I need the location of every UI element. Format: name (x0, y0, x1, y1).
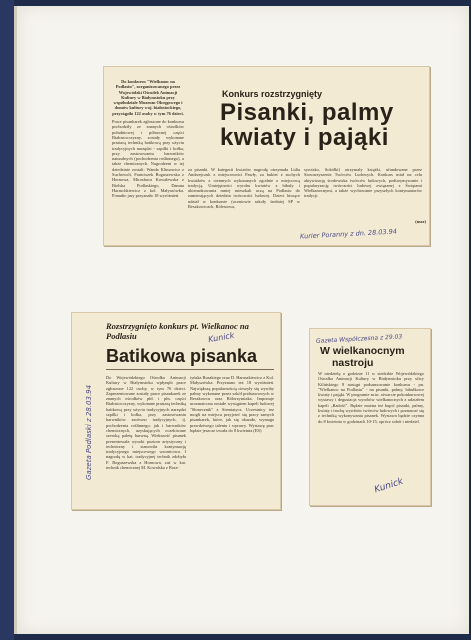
clip3-title-line2: nastroju (332, 357, 374, 369)
clip1-signature: (mar) (415, 219, 426, 224)
clip1-handwritten-source: Kurier Poranny z dn. 28.03.94 (299, 227, 398, 241)
clip2-column-2: tyńska Rusakiego oraz D. Haraszkiewicz z Kol. Małyszówka. Przyznano też 18 wyróżnień. Największą popularnością cieszyły się wyroby palmy wykonane przez szkół podstawowych w Reszkowcu oraz Rólorzymiaka. Imponuje urozmaicona zostałe wystąpiem kapeli ludowej "Słonecznik" z Siemiatycz. Uczestnicy tez mogli na miejscu przyjrzeć się pracy samych pisankarek, które, jak się okazało, wymaga prawdziwego talentu i wprawy. Wystawę prac będzie jeszcze trwała do 8 kwietnia (ES) (190, 375, 274, 433)
clip3-handwritten-name: Kunick (373, 476, 405, 496)
clip3-body: W niedzielę o godzinie 11 w siedzibie Wojewódzkiego Ośrodka Animacji Kultury w Białymstoku przy ulicy Kilińskiego 8 nastąpi podsumowanie konkursu - pn. "Wielkanoc na Podlasiu" - na pisanki, palmy, bibułkowe kwiaty i pająki. W programie m.in. otwarcie pokonkursowej wystawy i degustacja wyrobów wielkanocnych z udziałem kapeli „Radość". Będzie można też kupić pisanki, palmy, kwiaty i trochę wyrobów twórców ludowych i poznawać się z techniką wykonywania pisanek. Wystawa będzie czynna do 8 kwietnia w godzinach 10-15, oprócz sobót i niedziel. (318, 371, 424, 424)
clip2-column-1: Do Wojewódzkiego Ośrodka Animacji Kultury w Białymstoku wpłynęło prace zgłoszone 122 osoby, w tym 76 dzieci. Zaprezentowane zostały prace pisankarek ze znanych ośrodków płd. i płn. części Białostocczyzny, wykonane prastarą techniką batikową przy użyciu tradycyjnych narzędzi szpilki i kołka, przy zastosowaniu barwników zarówno tradycyjnych, tj. pochodzenia roślinnego, jak i barwników chemicznych, uzyskujących oczekiwane szeroką paletę barwną. Wiekszość pisanek prezentowała wysoki poziom artystyczny i techniczny i stanowiła kontynuację tradycyjnego miejscowego wzornictwa. I nagrodę w kat. tradycyjnej technik zdobyła F. Boguszewska z Hornowa, zaś w kat. technik chemicznej M. Kowalska z Bora- (106, 375, 186, 471)
clip2-side-note: Gazeta Podlaski z 28.03.94 (85, 384, 93, 480)
clip2-handwritten-name: Kunick (207, 330, 236, 345)
clip2-kicker: Rozstrzygnięto konkurs pt. Wielkanoc na Podlasiu (106, 321, 249, 341)
clip2-divider (106, 369, 274, 370)
clip3-handwritten-source: Gazeta Współczesna z 29.03 (315, 333, 403, 345)
clip1-kicker: Konkurs rozstrzygnięty (222, 89, 323, 99)
album-spine (0, 0, 14, 640)
clip1-column-1 (112, 79, 184, 241)
clipping-batikowa-pisanka (71, 312, 281, 510)
clipping-w-wielkanocnym-nastroju (309, 328, 431, 506)
clip3-title-line1: W wielkanocnym (320, 345, 405, 357)
clipping-pisanki-palmy (103, 66, 430, 246)
clip1-title-line1: Pisanki, palmy (220, 99, 394, 126)
clip1-title-line2: kwiaty i pająki (220, 124, 389, 151)
clip1-lead: Do konkursu "Wielkanoc na Podlasiu", zorganizowanego przez Wojewódzki Ośrodek Animacji Kultury w Białymstoku przy współudziale Muzeum Okręgowego i domów kultury woj. białostockiego, przystąpiło 122 osoby w tym 76 dzieci. (112, 79, 184, 116)
clip1-column-3: syrotsko, Sokółki) otrzymały książki, ufundowane przez Stowarzyszenie Twórców Ludowych. Konkurs miał na celu aktywizację środowiska twórców ludowych, podtrzymywanie i popularyzację twórczości ludowej związanej z Świętami Wielkanocnymi, a także wychowanie przyszłych kontynuatorów tradycji. (304, 167, 422, 199)
album-page (14, 6, 469, 634)
clip1-column-2: za pisanki. W kategorii kwiatów nagrodę otrzymała Lidia Andrzejczuk z miejscowości Pawły, za bukiet z suchych kwiatków z ciemnych wykonanych zgodnie z miejscową tradycją. Umiejętności wyrobu kwiatów z bibuły i ukierunkowania mniej mieszkali uczą na Podlasiu do zamierających dziedzin twórczości ludowej. Dzieci biorące udział w konkursie (uczniowie szkoły średniej SP w Reszkowicach, Rólestowa, (188, 167, 300, 210)
clip1-body: Prace pisankarek zgłoszone do konkursu pochodziły ze znanych ośrodków południowej i północnej części Białostocczyzny, zostały wykonane prastarą techniką batikową przy użyciu tradycyjnych narzędzi - szpilki i kołka, przy zastosowaniu barwników naturalnych (pochodzenia roślinnego), a także chemicznych. Nagrodzeni w tej dziedzinie zostali: Wanda Klimowicz z Suchowoli, Franciszek Boguszewska z Hornowa, Mirosława Kowalewska z Bielska Podlaskiego, Danuta Haraschkiewicz z kol. Małyszówka. Ponadto jury przyznało 18 wyróżnień. (112, 119, 184, 199)
clip2-title: Batikowa pisanka (106, 346, 258, 366)
